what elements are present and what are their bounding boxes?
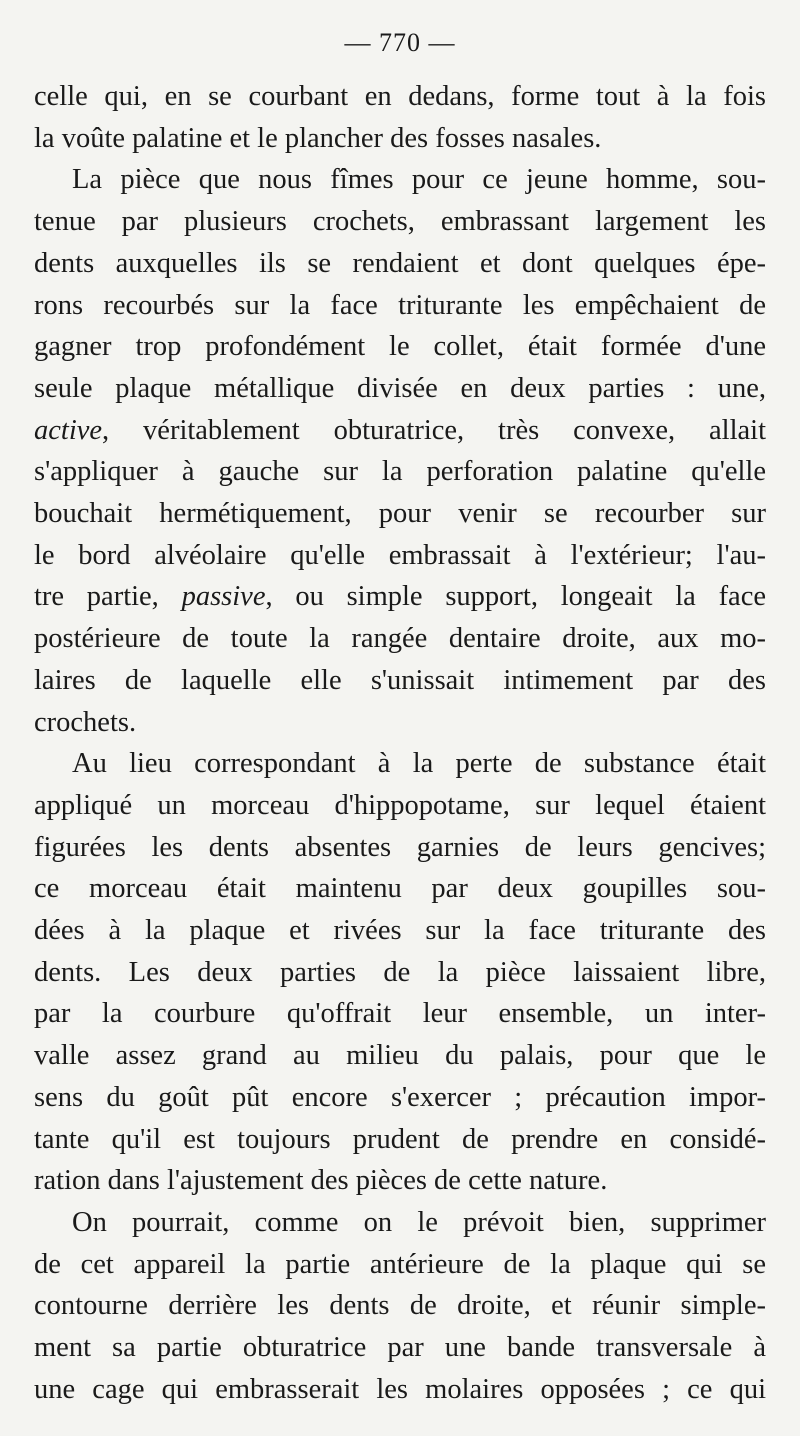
paragraph-2 <box>34 159 766 743</box>
text-line: ment sa partie obturatrice par une bande transversale à <box>34 1332 766 1364</box>
text-line: bouchait hermétiquement, pour venir se recourber sur <box>34 498 766 530</box>
text-line: sens du goût pût encore s'exercer ; précaution impor- <box>34 1081 766 1113</box>
body-text <box>34 76 766 1411</box>
text-line: une cage qui embrasserait les molaires opposées ; ce qui <box>34 1373 766 1405</box>
text-line: La pièce que nous fîmes pour ce jeune homme, sou- <box>72 164 766 196</box>
text-line: le bord alvéolaire qu'elle embrassait à l'extérieur; l'au- <box>34 539 766 571</box>
text-line: tenue par plusieurs crochets, embrassant largement les <box>34 206 766 238</box>
text-line: crochets. <box>34 706 137 738</box>
text-line: ce morceau était maintenu par deux goupilles sou- <box>34 873 766 905</box>
text-line: ration dans l'ajustement des pièces de cette nature. <box>34 1165 608 1197</box>
paragraph-3 <box>34 743 766 1202</box>
text-line: contourne derrière les dents de droite, et réunir simple- <box>34 1290 766 1322</box>
text-line: dents auxquelles ils se rendaient et dont quelques épe- <box>34 247 766 279</box>
paragraph-1 <box>34 76 766 159</box>
text-line: On pourrait, comme on le prévoit bien, supprimer <box>72 1206 766 1238</box>
text-line: de cet appareil la partie antérieure de la plaque qui se <box>34 1248 766 1280</box>
text-line: laires de laquelle elle s'unissait intimement par des <box>34 664 766 696</box>
text-line: rons recourbés sur la face triturante les empêchaient de <box>34 289 766 321</box>
text-line: par la courbure qu'offrait leur ensemble, un inter- <box>34 998 766 1030</box>
text-line: appliqué un morceau d'hippopotame, sur lequel étaient <box>34 789 766 821</box>
text-line: postérieure de toute la rangée dentaire droite, aux mo- <box>34 623 766 655</box>
paragraph-4 <box>34 1202 766 1411</box>
text-line: active, véritablement obturatrice, très convexe, allait <box>34 414 766 446</box>
text-line: dents. Les deux parties de la pièce laissaient libre, <box>34 956 766 988</box>
text-line: tante qu'il est toujours prudent de prendre en considé- <box>34 1123 766 1155</box>
text-line: dées à la plaque et rivées sur la face triturante des <box>34 915 766 947</box>
text-line: la voûte palatine et le plancher des fosses nasales. <box>34 122 602 154</box>
text-line: tre partie, passive, ou simple support, longeait la face <box>34 581 767 613</box>
text-line: celle qui, en se courbant en dedans, forme tout à la fois <box>34 81 766 112</box>
page-number: — 770 — <box>344 28 456 57</box>
text-line: seule plaque métallique divisée en deux parties : une, <box>34 372 766 404</box>
text-line: figurées les dents absentes garnies de leurs gencives; <box>34 831 766 863</box>
text-line: gagner trop profondément le collet, était formée d'une <box>34 331 766 363</box>
text-line: valle assez grand au milieu du palais, pour que le <box>34 1040 766 1072</box>
text-line: Au lieu correspondant à la perte de substance était <box>72 748 766 780</box>
text-line: s'appliquer à gauche sur la perforation palatine qu'elle <box>34 456 766 488</box>
